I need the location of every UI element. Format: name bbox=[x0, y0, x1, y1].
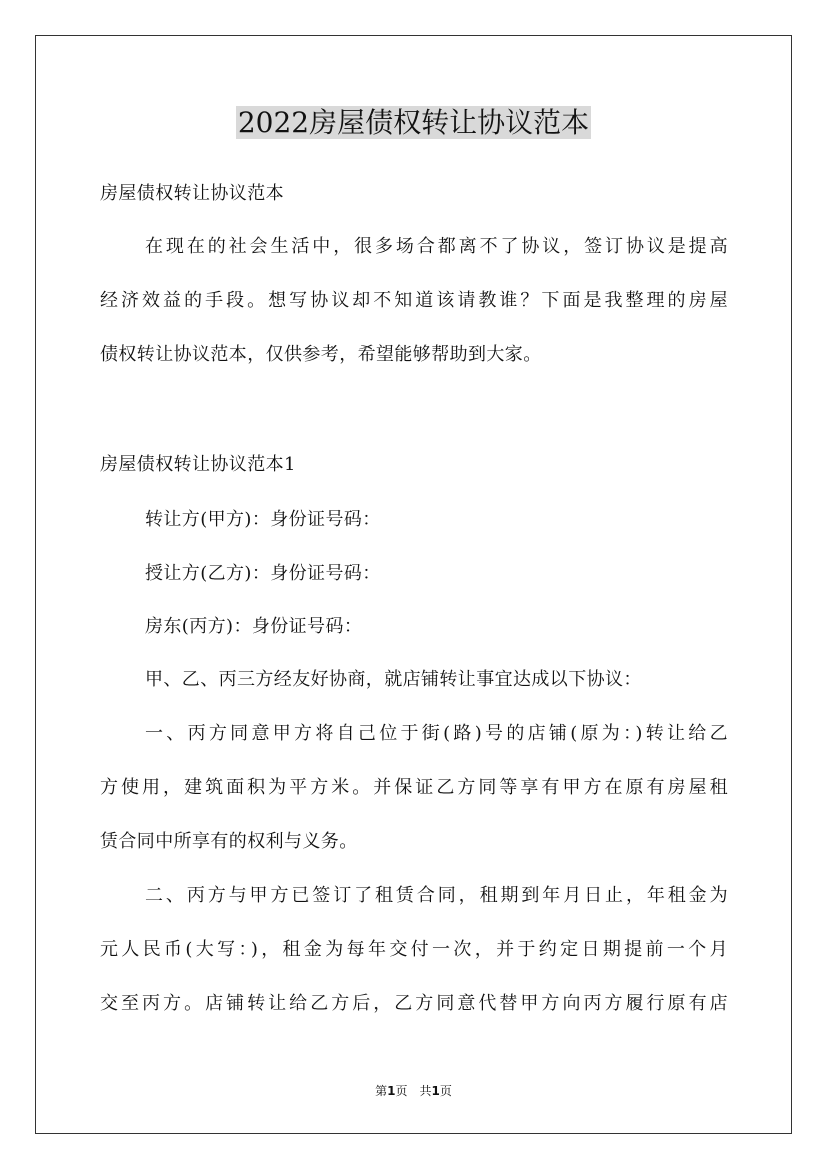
total-suffix: 页 bbox=[439, 1084, 452, 1098]
page-total: 1 bbox=[431, 1084, 440, 1098]
total-prefix: 共 bbox=[419, 1084, 432, 1098]
document-title-text: 2022房屋债权转让协议范本 bbox=[237, 106, 590, 139]
page-prefix: 第 bbox=[375, 1084, 388, 1098]
clause2-line-2: 元人民币(大写：)，租金为每年交付一次，并于约定日期提前一个月 bbox=[100, 939, 728, 960]
page-suffix: 页 bbox=[395, 1084, 408, 1098]
clause2-line-3: 交至丙方。店铺转让给乙方后，乙方同意代替甲方向丙方履行原有店 bbox=[100, 993, 728, 1014]
party-transferor: 转让方(甲方)：身份证号码： bbox=[145, 509, 381, 530]
party-transferee: 授让方(乙方)：身份证号码： bbox=[145, 563, 381, 584]
page-footer bbox=[0, 1082, 827, 1100]
intro-line-3: 债权转让协议范本，仅供参考，希望能够帮助到大家。 bbox=[100, 344, 542, 365]
agreement-intro: 甲、乙、丙三方经友好协商，就店铺转让事宜达成以下协议： bbox=[145, 669, 642, 690]
intro-line-2: 经济效益的手段。想写协议却不知道该请教谁？下面是我整理的房屋 bbox=[100, 290, 728, 311]
clause1-line-2: 方使用，建筑面积为平方米。并保证乙方同等享有甲方在原有房屋租 bbox=[100, 777, 728, 798]
clause2-line-1: 二、丙方与甲方已签订了租赁合同，租期到年月日止，年租金为 bbox=[145, 885, 728, 906]
clause1-line-3: 赁合同中所享有的权利与义务。 bbox=[100, 831, 358, 852]
party-landlord: 房东(丙方)：身份证号码： bbox=[145, 616, 363, 637]
document-title bbox=[0, 100, 827, 146]
document-subtitle: 房屋债权转让协议范本 bbox=[100, 183, 284, 204]
intro-line-1: 在现在的社会生活中，很多场合都离不了协议，签订协议是提高 bbox=[145, 236, 728, 257]
section-heading: 房屋债权转让协议范本1 bbox=[100, 454, 296, 475]
page-current: 1 bbox=[387, 1084, 396, 1098]
clause1-line-1: 一、丙方同意甲方将自己位于街(路)号的店铺(原为：)转让给乙 bbox=[145, 723, 728, 744]
